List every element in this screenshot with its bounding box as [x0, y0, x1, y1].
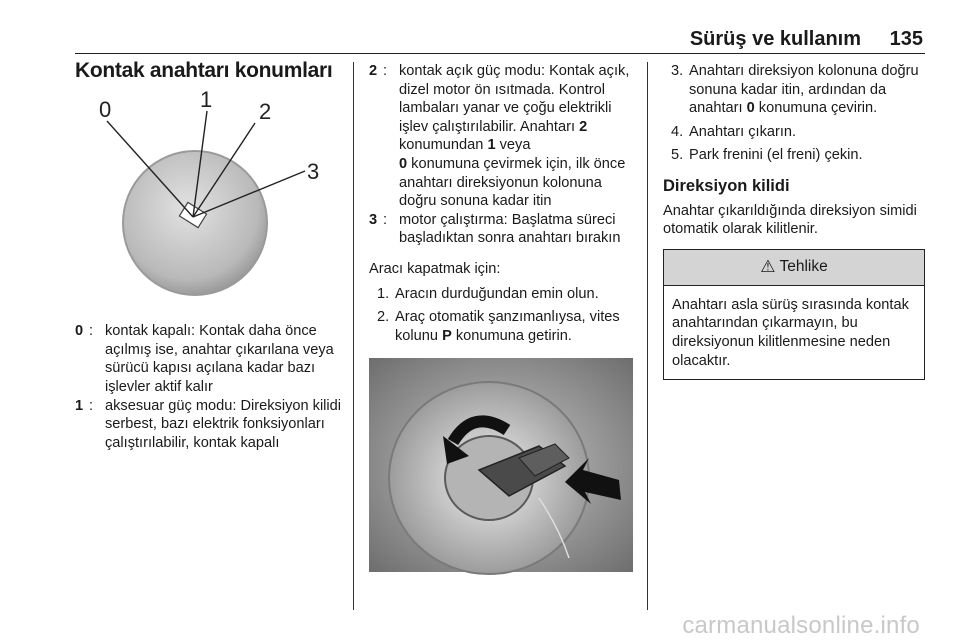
step-item: 4. Anahtarı çıkarın. [671, 123, 797, 140]
danger-text: Anahtarı asla sürüş sırasında kontak anahtarından çıkarmayın, bu direksiyonun kilitlenmesine neden olacaktır. [672, 296, 909, 369]
danger-title: Tehlike [779, 257, 828, 275]
column-divider [647, 62, 648, 610]
step-item: 2. Araç otomatik şanzımanlıysa, vites kolunu P konumuna getirin. [377, 309, 620, 344]
page-number: 135 [889, 28, 923, 50]
warning-triangle-icon: ⚠ [760, 256, 776, 276]
ignition-positions-diagram [77, 86, 320, 303]
label-0: 0 [99, 96, 112, 122]
step-item: 3. Anahtarı direksiyon kolonuna doğru sonuna kadar itin, ardından da anahtarı 0 konumuna çevirin. [671, 63, 919, 117]
position-definitions [369, 62, 633, 248]
definition-item: 0 : kontak kapalı: Kontak daha önce açılmış ise, anahtar çıkarılana veya sürücü kapısı açılana kadar bazı işlevler aktif kalır [75, 323, 334, 395]
danger-box [663, 249, 925, 380]
shutdown-intro: Aracı kapatmak için: [369, 260, 501, 277]
label-3: 3 [307, 158, 320, 184]
label-2: 2 [259, 98, 272, 124]
column-3 [663, 62, 925, 380]
column-1 [75, 59, 345, 452]
danger-header [664, 250, 924, 286]
section-title: Kontak anahtarı konumları [75, 59, 333, 82]
page-header [75, 24, 925, 54]
column-2 [369, 62, 633, 578]
shutdown-steps [369, 285, 633, 346]
step-item: 1. Aracın durduğundan emin olun. [377, 285, 599, 302]
definition-item: 3 : motor çalıştırma: Başlatma süreci başladıktan sonra anahtarı bırakın [369, 211, 621, 247]
steering-lock-title: Direksiyon kilidi [663, 176, 790, 195]
chapter-title: Sürüş ve kullanım [689, 28, 861, 50]
definition-item: 2 : kontak açık güç modu: Kontak açık, dizel motor ön ısıtmada. Kontrol lambaları yanar ve çoğu elektrikli işlev çalıştırılabilir. Anahtarı 2 konumundan 1 veya 0 konumuna çevirmek için, ilk önce anahtarı direksiyonun kolonuna doğru sonuna kadar itin [369, 63, 630, 210]
label-1: 1 [200, 86, 213, 112]
watermark: carmanualsonline.info [682, 612, 920, 639]
definition-item: 1 : aksesuar güç modu: Direksiyon kilidi serbest, bazı elektrik fonksiyonları çalıştırılabilir, kontak kapalı [75, 397, 342, 451]
steering-lock-text: Anahtar çıkarıldığında direksiyon simidi otomatik olarak kilitlenir. [663, 202, 917, 238]
position-definitions [75, 322, 345, 452]
shutdown-steps-continued [663, 62, 925, 165]
key-push-photo [369, 358, 633, 572]
column-divider [353, 62, 354, 610]
step-item: 5. Park frenini (el freni) çekin. [671, 147, 863, 164]
